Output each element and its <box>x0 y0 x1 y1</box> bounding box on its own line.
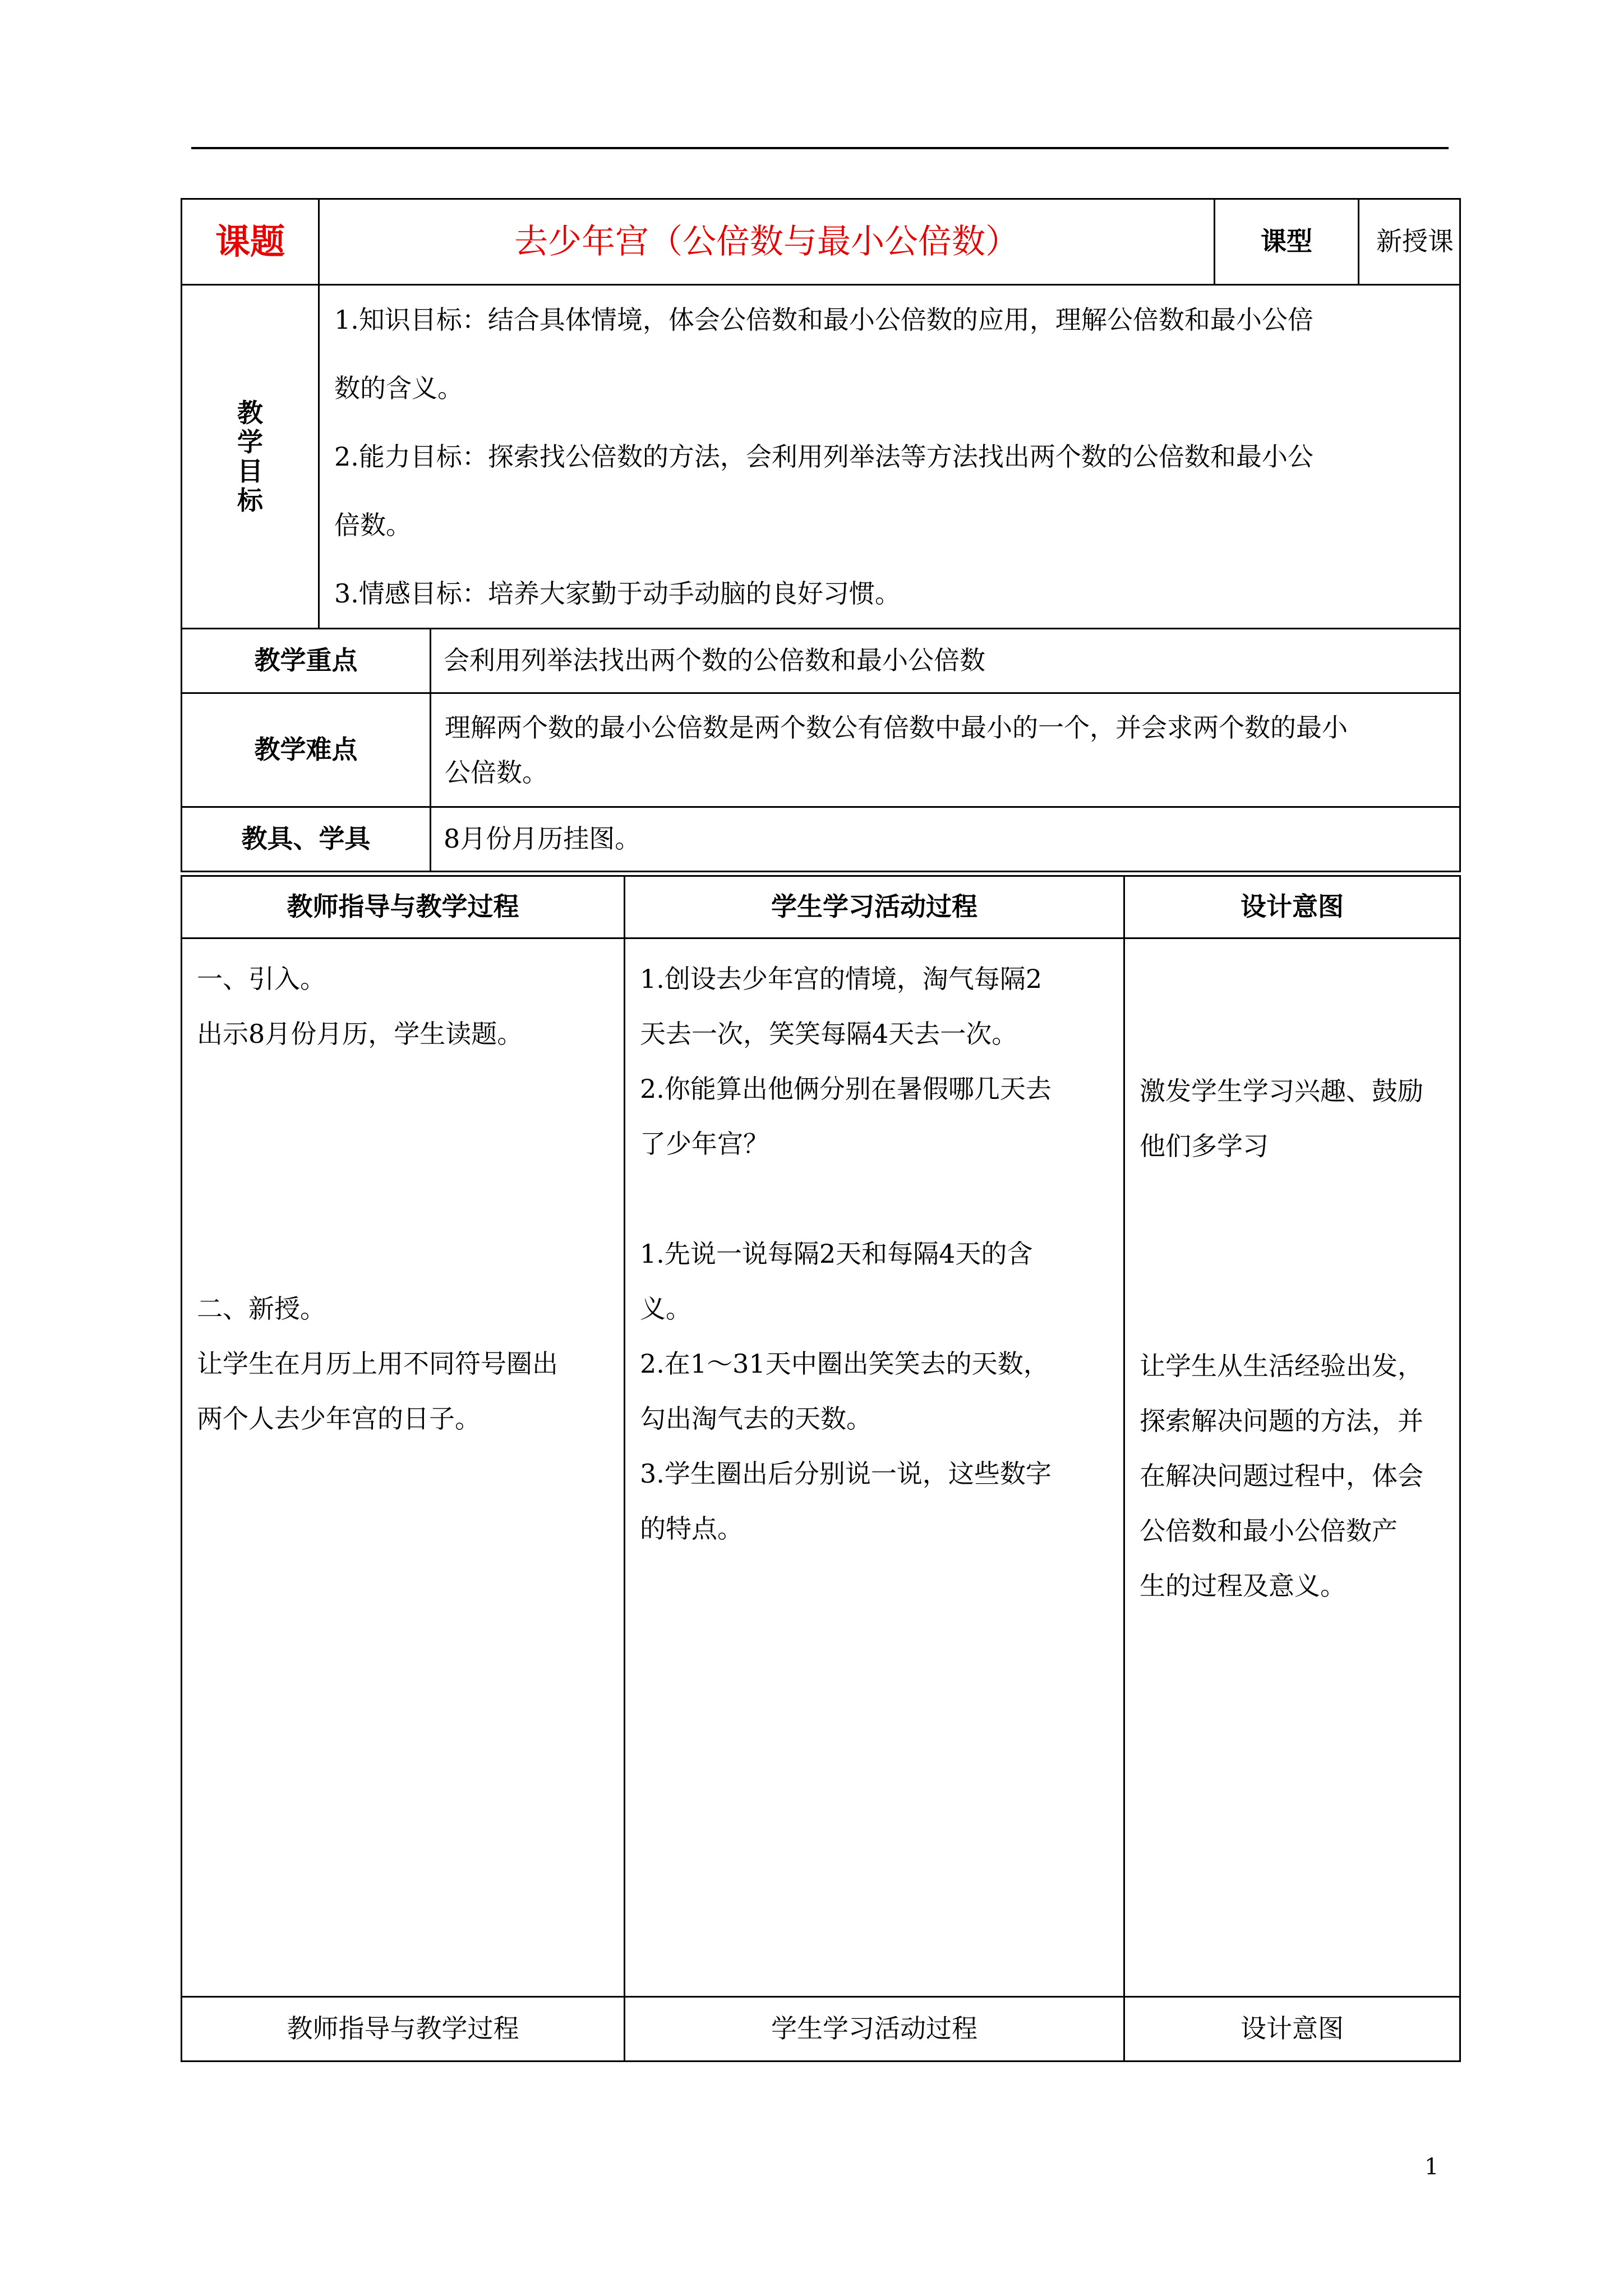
student-activity-line: 2.你能算出他俩分别在暑假哪几天去 <box>640 1074 1052 1104</box>
objective-line: 倍数。 <box>334 510 412 540</box>
objective-line: 数的含义。 <box>334 373 463 403</box>
design-intent-line: 让学生从生活经验出发， <box>1140 1351 1423 1381</box>
student-activity-footer: 学生学习活动过程 <box>625 1997 1124 2062</box>
key-point-label: 教学重点 <box>182 629 431 693</box>
objectives-row <box>182 285 1460 629</box>
difficulty-row <box>182 693 1460 807</box>
process-footer-row <box>182 1997 1460 2062</box>
difficulty-label: 教学难点 <box>182 693 431 807</box>
tools-row <box>182 807 1460 872</box>
key-point-row <box>182 629 1460 693</box>
key-point-text: 会利用列举法找出两个数的公倍数和最小公倍数 <box>431 629 1460 693</box>
lesson-type-label: 课型 <box>1215 199 1359 285</box>
tools-label: 教具、学具 <box>182 807 431 872</box>
header-rule <box>191 147 1449 149</box>
student-activity-line: 义。 <box>640 1294 691 1324</box>
design-intent-line: 探索解决问题的方法，并 <box>1140 1406 1423 1436</box>
design-intent-line: 激发学生学习兴趣、鼓励 <box>1140 1076 1423 1106</box>
topic-row <box>182 199 1460 285</box>
student-activity-line: 了少年宫？ <box>640 1129 769 1159</box>
student-activity-line: 1.创设去少年宫的情境，淘气每隔2 <box>640 964 1043 994</box>
design-intent-footer: 设计意图 <box>1124 1997 1460 2062</box>
objectives-label <box>236 398 264 515</box>
tools-text: 8月份月历挂图。 <box>431 807 1460 872</box>
student-activity-cell <box>625 938 1124 1997</box>
design-intent-cell <box>1124 938 1460 1997</box>
design-intent-line: 他们多学习 <box>1140 1131 1269 1161</box>
lesson-info-table <box>181 198 1461 872</box>
topic-label: 课题 <box>182 199 319 285</box>
student-activity-line: 勾出淘气去的天数。 <box>640 1404 872 1434</box>
topic-title: 去少年宫（公倍数与最小公倍数） <box>319 199 1215 285</box>
objective-line: 2.能力目标：探索找公倍数的方法，会利用列举法等方法找出两个数的公倍数和最小公 <box>334 441 1313 472</box>
student-activity-line: 的特点。 <box>640 1513 743 1544</box>
objectives-label-char: 教 <box>237 398 263 428</box>
new-lesson-line: 让学生在月历上用不同符号圈出 <box>197 1349 558 1379</box>
design-intent-line: 公倍数和最小公倍数产 <box>1140 1516 1398 1546</box>
objective-line: 1.知识目标：结合具体情境，体会公倍数和最小公倍数的应用，理解公倍数和最小公倍 <box>334 305 1313 335</box>
student-activity-line: 1.先说一说每隔2天和每隔4天的含 <box>640 1239 1033 1269</box>
objectives-label-char: 目 <box>237 456 263 486</box>
objectives-content <box>319 285 1460 629</box>
objectives-label-char: 学 <box>237 427 263 457</box>
teacher-process-cell <box>182 938 625 1997</box>
teaching-process-table <box>181 875 1461 2062</box>
difficulty-line: 公倍数。 <box>445 757 548 788</box>
teacher-process-footer: 教师指导与教学过程 <box>182 1997 625 2062</box>
objective-line: 3.情感目标：培养大家勤于动手动脑的良好习惯。 <box>334 578 901 609</box>
student-activity-line: 天去一次，笑笑每隔4天去一次。 <box>640 1019 1018 1049</box>
intro-section-title: 一、引入。 <box>197 964 326 994</box>
difficulty-line: 理解两个数的最小公倍数是两个数公有倍数中最小的一个，并会求两个数的最小 <box>445 712 1348 743</box>
student-activity-line: 2.在1～31天中圈出笑笑去的天数， <box>640 1349 1049 1379</box>
design-intent-header: 设计意图 <box>1124 876 1460 938</box>
intro-section-text: 出示8月份月历，学生读题。 <box>197 1019 523 1049</box>
new-lesson-section-title: 二、新授。 <box>197 1294 326 1324</box>
difficulty-text <box>431 693 1460 807</box>
design-intent-line: 在解决问题过程中，体会 <box>1140 1461 1423 1491</box>
page-number: 1 <box>1424 2154 1439 2180</box>
student-activity-header: 学生学习活动过程 <box>625 876 1124 938</box>
objectives-label-char: 标 <box>237 485 263 516</box>
objectives-label-cell <box>182 285 319 629</box>
process-body-row <box>182 938 1460 1997</box>
design-intent-line: 生的过程及意义。 <box>1140 1571 1346 1601</box>
lesson-type-value: 新授课 <box>1359 199 1460 285</box>
process-header-row <box>182 876 1460 938</box>
student-activity-line: 3.学生圈出后分别说一说，这些数字 <box>640 1458 1052 1489</box>
new-lesson-line: 两个人去少年宫的日子。 <box>197 1404 481 1434</box>
teacher-process-header: 教师指导与教学过程 <box>182 876 625 938</box>
